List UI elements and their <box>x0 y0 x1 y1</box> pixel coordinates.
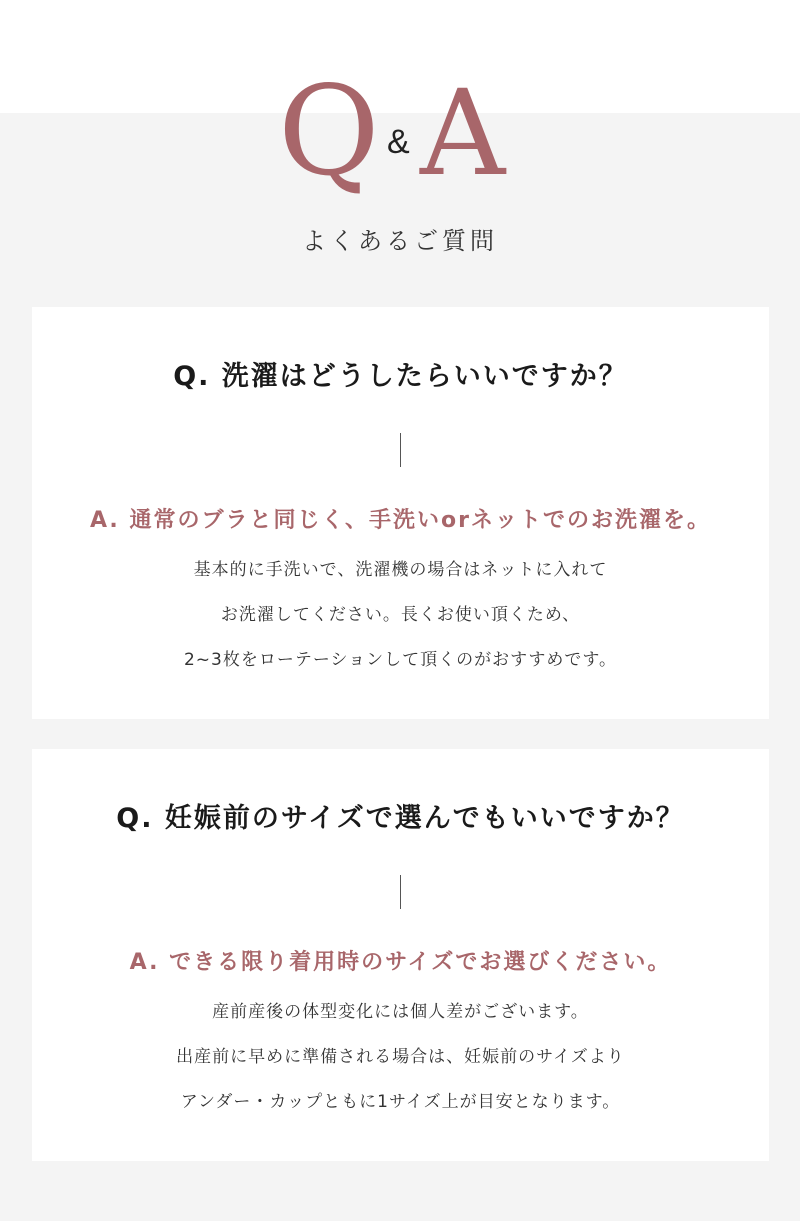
qa-logo <box>0 60 800 210</box>
faq-answer: A. できる限り着用時のサイズでお選びください。 <box>129 950 672 975</box>
faq-answer: A. 通常のブラと同じく、手洗いorネットでのお洗濯を。 <box>90 508 711 533</box>
faq-body-line: 2~3枚をローテーションして頂くのがおすすめです。 <box>183 650 617 670</box>
faq-body <box>32 555 769 690</box>
page-subtitle: よくあるご質問 <box>302 227 498 255</box>
logo-q: Q <box>278 60 380 204</box>
faq-body-line: アンダー・カップともに1サイズ上が目安となります。 <box>180 1092 621 1112</box>
logo-a: A <box>420 64 506 202</box>
faq-body-line: 産前産後の体型変化には個人差がございます。 <box>212 1002 589 1022</box>
faq-question: Q. 洗濯はどうしたらいいですか？ <box>173 361 628 392</box>
faq-body-line: 出産前に早めに準備される場合は、妊娠前のサイズより <box>176 1047 625 1067</box>
logo-ampersand: & <box>387 123 410 161</box>
faq-body-line: 基本的に手洗いで、洗濯機の場合はネットに入れて <box>193 560 608 580</box>
faq-card <box>32 307 769 719</box>
divider-line <box>400 875 401 909</box>
faq-question: Q. 妊娠前のサイズで選んでもいいですか？ <box>116 803 685 834</box>
faq-body <box>32 997 769 1132</box>
faq-body-line: お洗濯してください。長くお使い頂くため、 <box>220 605 581 625</box>
faq-card <box>32 749 769 1161</box>
divider-line <box>400 433 401 467</box>
